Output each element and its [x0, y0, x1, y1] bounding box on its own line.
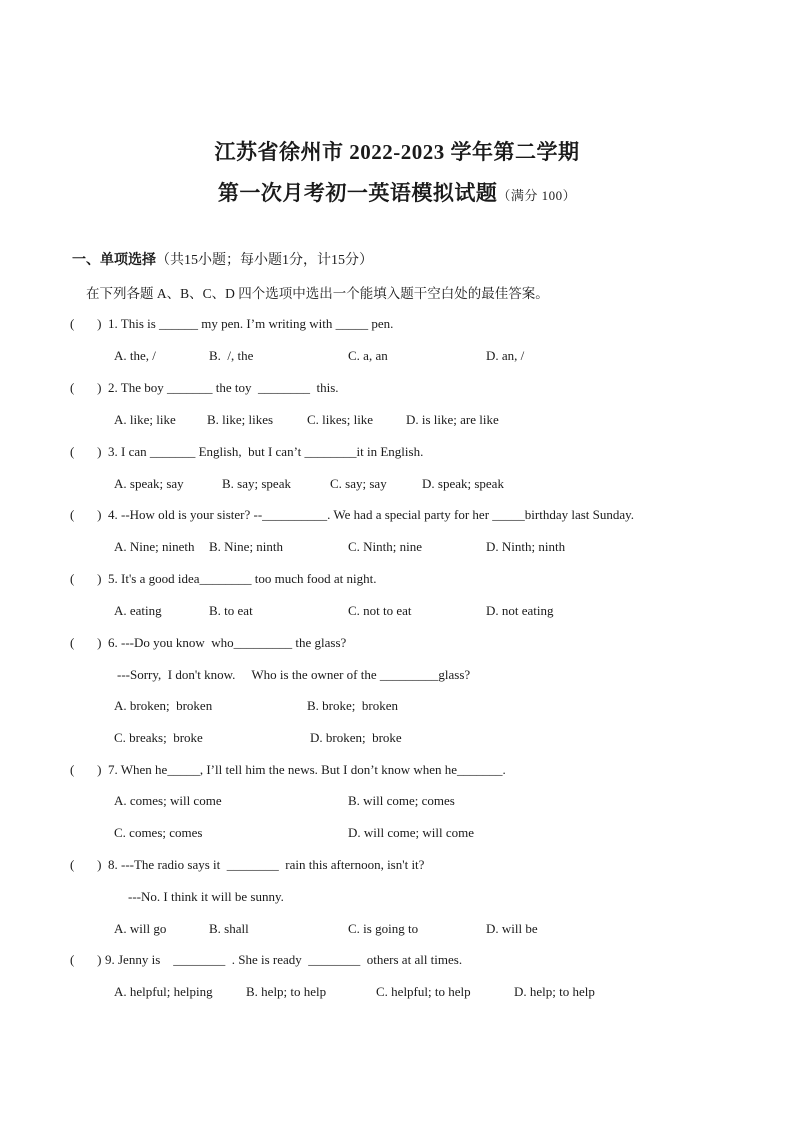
option-a: A. comes; will come: [114, 793, 222, 808]
option-a: A. broken; broken: [114, 698, 213, 713]
question-stem: 3. I can _______ English, but I can’t ________it in English.: [108, 444, 424, 459]
question-stem: 8. ---The radio says it ________ rain this afternoon, isn't it?: [108, 857, 425, 872]
option-a: A. Nine; nineth: [114, 539, 195, 554]
option-d: D. broken; broke: [310, 730, 402, 745]
option-d: D. will be: [486, 921, 538, 936]
option-b: B. will come; comes: [348, 793, 455, 808]
option-b: B. to eat: [209, 603, 253, 618]
option-d: D. will come; will come: [348, 825, 475, 840]
question-stem: 1. This is ______ my pen. I’m writing with _____ pen.: [108, 316, 394, 331]
section-heading: [72, 249, 373, 269]
question-stem: 6. ---Do you know who_________ the glass?: [108, 635, 347, 650]
answer-bracket: ( ): [70, 507, 102, 522]
answer-bracket: ( ): [70, 635, 102, 650]
option-b: B. shall: [209, 921, 249, 936]
option-b: B. say; speak: [222, 476, 291, 491]
option-a: A. will go: [114, 921, 167, 936]
question-stem-reply: ---No. I think it will be sunny.: [128, 889, 284, 904]
exam-title-line2: [0, 177, 794, 207]
option-a: A. like; like: [114, 412, 176, 427]
answer-bracket: ( ): [70, 380, 102, 395]
answer-bracket: ( ): [70, 952, 102, 967]
option-d: D. Ninth; ninth: [486, 539, 566, 554]
option-d: D. help; to help: [514, 984, 595, 999]
option-d: D. not eating: [486, 603, 554, 618]
option-c: C. a, an: [348, 348, 388, 363]
option-c: C. likes; like: [307, 412, 374, 427]
question-stem: 9. Jenny is ________ . She is ready ________ others at all times.: [105, 952, 463, 967]
option-c: C. comes; comes: [114, 825, 203, 840]
option-c: C. helpful; to help: [376, 984, 471, 999]
question-stem-reply: ---Sorry, I don't know. Who is the owner of the _________glass?: [117, 667, 471, 682]
option-b: B. like; likes: [207, 412, 274, 427]
option-c: C. Ninth; nine: [348, 539, 423, 554]
option-a: A. eating: [114, 603, 162, 618]
score-note: （满分 100）: [497, 188, 577, 203]
answer-bracket: ( ): [70, 571, 102, 586]
option-b: B. /, the: [209, 348, 254, 363]
answer-bracket: ( ): [70, 762, 102, 777]
question-stem: 4. --How old is your sister? --__________. We had a special party for her _____birthday last Sunday.: [108, 507, 635, 522]
exam-title-line1: 江苏省徐州市 2022-2023 学年第二学期: [214, 140, 580, 164]
section-title: 一、单项选择: [72, 252, 156, 268]
option-a: A. the, /: [114, 348, 156, 363]
option-b: B. Nine; ninth: [209, 539, 284, 554]
question-stem: 7. When he_____, I’ll tell him the news. But I don’t know when he_______.: [108, 762, 506, 777]
option-c: C. not to eat: [348, 603, 412, 618]
option-b: B. broke; broken: [307, 698, 398, 713]
option-b: B. help; to help: [246, 984, 327, 999]
section-instruction: 在下列各题 A、B、C、D 四个选项中选出一个能填入题干空白处的最佳答案。: [86, 286, 549, 301]
option-a: A. speak; say: [114, 476, 184, 491]
option-d: D. is like; are like: [406, 412, 499, 427]
option-a: A. helpful; helping: [114, 984, 213, 999]
option-c: C. breaks; broke: [114, 730, 203, 745]
answer-bracket: ( ): [70, 316, 102, 331]
option-c: C. say; say: [330, 476, 387, 491]
exam-title-text: 第一次月考初一英语模拟试题: [217, 181, 498, 205]
answer-bracket: ( ): [70, 857, 102, 872]
question-stem: 5. It's a good idea________ too much food at night.: [108, 571, 377, 586]
option-c: C. is going to: [348, 921, 419, 936]
option-d: D. an, /: [486, 348, 525, 363]
option-d: D. speak; speak: [422, 476, 504, 491]
section-info: （共15小题；每小题1分，计15分）: [156, 253, 373, 268]
question-stem: 2. The boy _______ the toy ________ this.: [108, 380, 339, 395]
answer-bracket: ( ): [70, 444, 102, 459]
